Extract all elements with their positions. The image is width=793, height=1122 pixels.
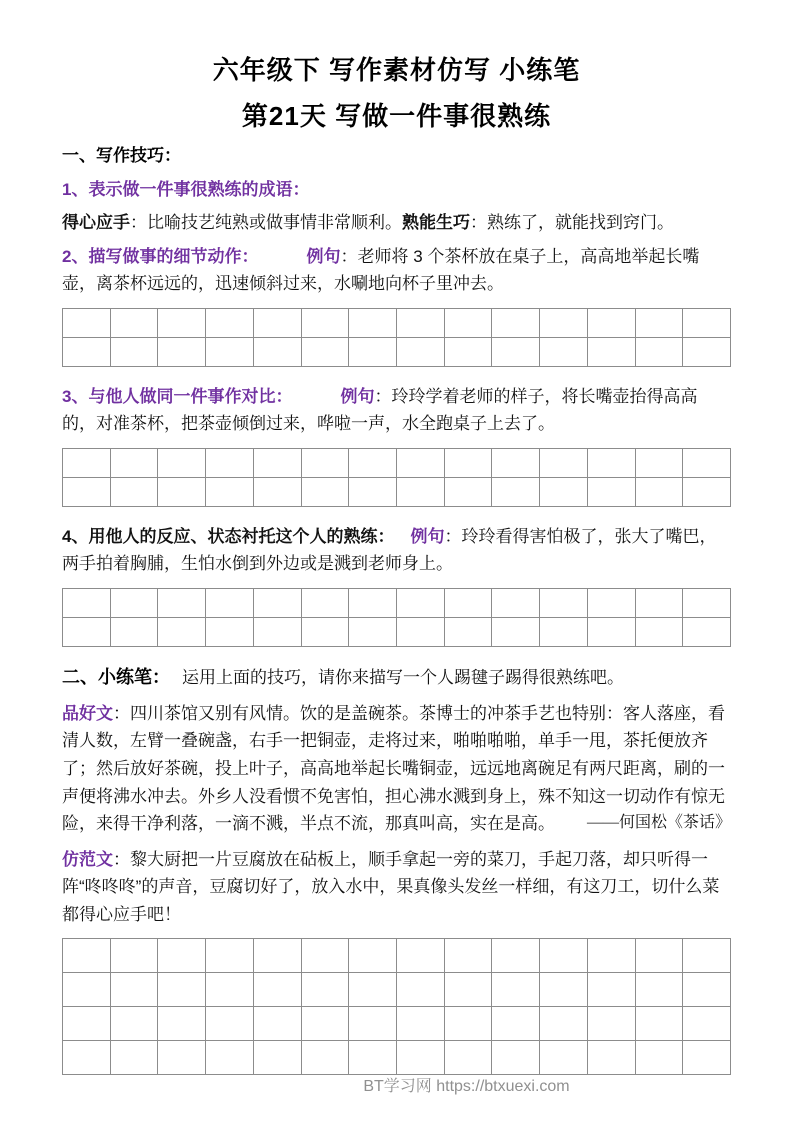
grid-cell (349, 478, 397, 507)
grid-cell (588, 973, 636, 1007)
grid-cell (445, 309, 493, 338)
grid-cell (349, 973, 397, 1007)
grid-cell (636, 618, 684, 647)
grid-cell (636, 338, 684, 367)
grid-cell (158, 1007, 206, 1041)
grid-cell (158, 939, 206, 973)
grid-cell (349, 939, 397, 973)
item3-example-text: ：玲玲学着老师的样子，将长嘴壶抬得高高的，对准茶杯，把茶壶倾倒过来，哗啦一声，水全跑桌子上去了。 (62, 386, 698, 434)
grid-cell (111, 1041, 159, 1075)
grid-cell (588, 589, 636, 618)
item3-example-label: 例句 (340, 386, 375, 406)
grid-cell (302, 478, 350, 507)
item2-paragraph (62, 243, 731, 298)
writing-grid-4 (62, 938, 731, 1075)
sample-essay-attribution: ——何国松《茶话》 (586, 814, 731, 832)
grid-cell (683, 478, 731, 507)
grid-cell (206, 973, 254, 1007)
grid-cell (683, 589, 731, 618)
grid-cell (636, 1007, 684, 1041)
grid-cell (111, 589, 159, 618)
grid-cell (158, 309, 206, 338)
grid-cell (588, 449, 636, 478)
item2-label: 2、描写做事的细节动作： (62, 246, 259, 266)
grid-cell (254, 309, 302, 338)
doc-title-line1: 六年级下 写作素材仿写 小练笔 (212, 55, 581, 85)
grid-cell (158, 1041, 206, 1075)
grid-cell (445, 478, 493, 507)
grid-cell (397, 338, 445, 367)
grid-cell (683, 973, 731, 1007)
grid-cell (206, 618, 254, 647)
grid-cell (158, 618, 206, 647)
grid-cell (588, 338, 636, 367)
item3-label: 3、与他人做同一件事作对比： (62, 386, 293, 406)
grid-cell (349, 618, 397, 647)
grid-cell (206, 309, 254, 338)
item4-example-text: ：玲玲看得害怕极了，张大了嘴巴，两手拍着胸脯，生怕水倒到外边或是溅到老师身上。 (62, 526, 717, 574)
grid-cell (397, 1041, 445, 1075)
grid-cell (111, 478, 159, 507)
grid-cell (111, 449, 159, 478)
grid-cell (540, 618, 588, 647)
footer-credit: BT学习网 https://btxuexi.com (363, 1078, 570, 1095)
grid-cell (636, 478, 684, 507)
grid-cell (636, 973, 684, 1007)
grid-cell (111, 1007, 159, 1041)
grid-cell (492, 618, 540, 647)
grid-cell (683, 618, 731, 647)
grid-cell (206, 589, 254, 618)
grid-cell (206, 338, 254, 367)
grid-cell (540, 589, 588, 618)
grid-cell (349, 589, 397, 618)
grid-cell (63, 338, 111, 367)
grid-cell (445, 589, 493, 618)
grid-cell (445, 939, 493, 973)
grid-cell (636, 1041, 684, 1075)
grid-cell (302, 589, 350, 618)
grid-cell (636, 309, 684, 338)
grid-cell (445, 1007, 493, 1041)
grid-cell (636, 449, 684, 478)
imitation-essay-label: 仿范文 (62, 849, 113, 869)
grid-cell (397, 449, 445, 478)
grid-cell (349, 449, 397, 478)
item1-label: 1、表示做一件事很熟练的成语： (62, 179, 310, 199)
grid-cell (683, 449, 731, 478)
imitation-essay-text: ：黎大厨把一片豆腐放在砧板上，顺手拿起一旁的菜刀，手起刀落，却只听得一阵“咚咚咚”的声音，豆腐切好了，放入水中，果真像头发丝一样细，有这刀工，切什么菜都得心应手吧！ (62, 849, 720, 924)
doc-title-line2: 第21天 写做一件事很熟练 (241, 101, 552, 131)
grid-cell (397, 478, 445, 507)
grid-cell (492, 589, 540, 618)
grid-cell (588, 478, 636, 507)
grid-cell (588, 1007, 636, 1041)
grid-cell (540, 1041, 588, 1075)
grid-cell (158, 449, 206, 478)
writing-grid-1 (62, 308, 731, 367)
item4-paragraph (62, 523, 731, 578)
grid-cell (158, 478, 206, 507)
grid-cell (254, 973, 302, 1007)
section1-header: 一、写作技巧： (62, 146, 181, 165)
grid-cell (588, 1041, 636, 1075)
grid-cell (445, 973, 493, 1007)
grid-cell (492, 939, 540, 973)
grid-cell (206, 1007, 254, 1041)
grid-cell (636, 589, 684, 618)
grid-cell (254, 589, 302, 618)
grid-cell (63, 1007, 111, 1041)
sample-essay-label: 品好文 (62, 703, 113, 723)
grid-cell (683, 309, 731, 338)
grid-cell (683, 338, 731, 367)
grid-cell (254, 449, 302, 478)
grid-cell (254, 618, 302, 647)
grid-cell (158, 973, 206, 1007)
grid-cell (254, 1041, 302, 1075)
grid-cell (63, 973, 111, 1007)
grid-cell (206, 939, 254, 973)
item1-definitions (62, 209, 731, 237)
imitation-essay-paragraph (62, 846, 731, 929)
grid-cell (445, 618, 493, 647)
grid-cell (588, 309, 636, 338)
grid-cell (349, 1007, 397, 1041)
grid-cell (445, 338, 493, 367)
grid-cell (588, 618, 636, 647)
grid-cell (63, 589, 111, 618)
grid-cell (397, 973, 445, 1007)
grid-cell (111, 939, 159, 973)
grid-cell (302, 449, 350, 478)
grid-cell (540, 939, 588, 973)
grid-cell (158, 589, 206, 618)
idiom1-definition: ：比喻技艺纯熟或做事情非常顺利。 (130, 213, 402, 233)
grid-cell (397, 589, 445, 618)
grid-cell (636, 939, 684, 973)
grid-cell (492, 1007, 540, 1041)
grid-cell (683, 939, 731, 973)
item3-paragraph (62, 383, 731, 438)
grid-cell (63, 939, 111, 973)
grid-cell (540, 309, 588, 338)
grid-cell (492, 1041, 540, 1075)
grid-cell (540, 973, 588, 1007)
grid-cell (492, 973, 540, 1007)
grid-cell (206, 478, 254, 507)
grid-cell (111, 338, 159, 367)
grid-cell (254, 338, 302, 367)
grid-cell (302, 1041, 350, 1075)
section2-intro: 运用上面的技巧，请你来描写一个人踢毽子踢得很熟练吧。 (182, 667, 624, 687)
item4-label: 4、用他人的反应、状态衬托这个人的熟练： (62, 526, 395, 546)
grid-cell (492, 338, 540, 367)
grid-cell (206, 449, 254, 478)
grid-cell (397, 1007, 445, 1041)
grid-cell (111, 309, 159, 338)
grid-cell (588, 939, 636, 973)
grid-cell (63, 1041, 111, 1075)
grid-cell (492, 309, 540, 338)
section2-header-line (62, 663, 731, 692)
grid-cell (349, 1041, 397, 1075)
grid-cell (302, 939, 350, 973)
grid-cell (540, 1007, 588, 1041)
grid-cell (349, 309, 397, 338)
grid-cell (302, 1007, 350, 1041)
grid-cell (302, 973, 350, 1007)
grid-cell (111, 973, 159, 1007)
idiom1-term: 得心应手 (62, 213, 130, 233)
grid-cell (63, 449, 111, 478)
grid-cell (158, 338, 206, 367)
grid-cell (492, 449, 540, 478)
grid-cell (206, 1041, 254, 1075)
grid-cell (540, 338, 588, 367)
grid-cell (397, 939, 445, 973)
grid-cell (111, 618, 159, 647)
idiom2-term: 熟能生巧 (402, 213, 470, 233)
section2-header: 二、小练笔： (62, 666, 170, 687)
grid-cell (349, 338, 397, 367)
grid-cell (302, 618, 350, 647)
idiom2-definition: ：熟练了，就能找到窍门。 (470, 213, 674, 233)
grid-cell (397, 309, 445, 338)
item2-example-label: 例句 (306, 246, 341, 266)
grid-cell (254, 1007, 302, 1041)
item2-example-text: ：老师将 3 个茶杯放在桌子上，高高地举起长嘴壶，离茶杯远远的，迅速倾斜过来，水唰地向杯子里冲去。 (62, 246, 700, 294)
item4-example-label: 例句 (410, 526, 445, 546)
grid-cell (254, 478, 302, 507)
grid-cell (492, 478, 540, 507)
grid-cell (445, 449, 493, 478)
grid-cell (540, 449, 588, 478)
grid-cell (63, 478, 111, 507)
grid-cell (302, 338, 350, 367)
grid-cell (683, 1041, 731, 1075)
sample-essay-paragraph (62, 700, 731, 838)
grid-cell (445, 1041, 493, 1075)
grid-cell (63, 309, 111, 338)
grid-cell (254, 939, 302, 973)
grid-cell (683, 1007, 731, 1041)
writing-grid-3 (62, 588, 731, 647)
grid-cell (63, 618, 111, 647)
grid-cell (397, 618, 445, 647)
writing-grid-2 (62, 448, 731, 507)
sample-essay-text: ：四川茶馆又别有风情。饮的是盖碗茶。茶博士的冲茶手艺也特别：客人落座，看清人数，左臂一叠碗盏，右手一把铜壶，走将过来，啪啪啪啪，单手一甩，茶托便放齐了；然后放好茶碗，投上叶子，高高地举起长嘴铜壶，远远地离碗足有两尺距离，刷的一声便将沸水冲去。外乡人没看惯不免害怕，担心沸水溅到身上，殊不知这一切动作有惊无险，来得干净利落，一滴不溅，半点不流，那真叫高，实在是高。 (62, 703, 725, 834)
grid-cell (302, 309, 350, 338)
grid-cell (540, 478, 588, 507)
